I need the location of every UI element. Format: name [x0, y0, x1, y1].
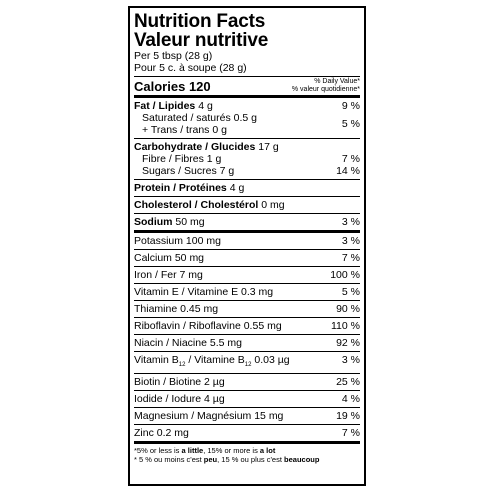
- mineral-row: Iodide / Iodure 4 µg 4 %: [134, 390, 360, 407]
- cholesterol-label: Cholesterol / Cholestérol: [134, 199, 259, 211]
- protein-block: [134, 179, 360, 196]
- fat-amount: 4 g: [198, 100, 213, 112]
- serving-en: Per 5 tbsp (28 g): [134, 50, 213, 62]
- sodium-block: [134, 213, 360, 230]
- mineral-row: Riboflavin / Riboflavine 0.55 mg 110 %: [134, 317, 360, 334]
- nutrition-facts-panel: [128, 6, 366, 486]
- vitamin-b12-row: Vitamin $B_{12}$ / Vitamine $B_{12}$ 0.03 µg 3 %: [134, 351, 360, 373]
- fibre-row: [134, 153, 360, 165]
- calories-label: Calories: [134, 79, 186, 94]
- fat-block: [134, 98, 360, 138]
- sodium-label: Sodium: [134, 216, 173, 228]
- sugars-label: Sugars / Sucres 7 g: [142, 165, 235, 177]
- cholesterol-block: [134, 196, 360, 213]
- carb-block: [134, 138, 360, 179]
- carb-row: [134, 141, 360, 153]
- mineral-row: Zinc 0.2 mg 7 %: [134, 424, 360, 441]
- saturated-row: Saturated / saturés 0.5 g: [142, 112, 257, 124]
- mineral-row: Potassium 100 mg 3 %: [134, 235, 360, 247]
- mineral-row: Magnesium / Magnésium 15 mg 19 %: [134, 407, 360, 424]
- sugars-row: [134, 165, 360, 177]
- fat-dv: 9 %: [341, 100, 360, 112]
- protein-label: Protein / Protéines: [134, 182, 227, 194]
- cholesterol-amount: 0 mg: [261, 199, 285, 211]
- trans-row: + Trans / trans 0 g: [142, 124, 227, 136]
- sodium-row: [134, 216, 360, 228]
- protein-row: [134, 182, 360, 194]
- mineral-row: Vitamin E / Vitamine E 0.3 mg 5 %: [134, 283, 360, 300]
- mineral-row: Biotin / Biotine 2 µg 25 %: [134, 373, 360, 390]
- footnote-en: *5% or less is a little, 15% or more is a lot: [134, 446, 276, 456]
- sodium-amount: 50 mg: [175, 216, 205, 228]
- calories-value: 120: [188, 79, 211, 94]
- dv-header: [292, 78, 360, 94]
- protein-amount: 4 g: [229, 182, 245, 194]
- sat-trans-dv: 5 %: [341, 118, 360, 130]
- title-en: Nutrition Facts: [134, 11, 266, 32]
- carb-label: Carbohydrate / Glucides: [134, 141, 256, 153]
- cholesterol-row: [134, 199, 360, 211]
- title-fr: Valeur nutritive: [134, 30, 269, 51]
- mineral-row: Thiamine 0.45 mg 90 %: [134, 300, 360, 317]
- dv-header-en: % Daily Value*: [314, 78, 360, 85]
- mineral-row: Iron / Fer 7 mg 100 %: [134, 266, 360, 283]
- mineral-row: Niacin / Niacine 5.5 mg 92 %: [134, 334, 360, 351]
- footnote: [134, 444, 360, 464]
- footnote-fr: * 5 % ou moins c'est peu, 15 % ou plus c'est beaucoup: [134, 455, 320, 465]
- micronutrients-1: [134, 233, 360, 441]
- sugars-dv: 14 %: [336, 165, 360, 177]
- fat-label: Fat / Lipides: [134, 100, 196, 112]
- dv-header-fr: % valeur quotidienne*: [291, 86, 360, 93]
- mineral-row: Calcium 50 mg 7 %: [134, 249, 360, 266]
- fibre-dv: 7 %: [341, 153, 360, 165]
- carb-amount: 17 g: [258, 141, 279, 153]
- sodium-dv: 3 %: [341, 216, 360, 228]
- calories-row: [134, 77, 360, 95]
- fibre-label: Fibre / Fibres 1 g: [142, 153, 222, 165]
- serving-fr: Pour 5 c. à soupe (28 g): [134, 62, 247, 74]
- fat-row: [134, 100, 360, 112]
